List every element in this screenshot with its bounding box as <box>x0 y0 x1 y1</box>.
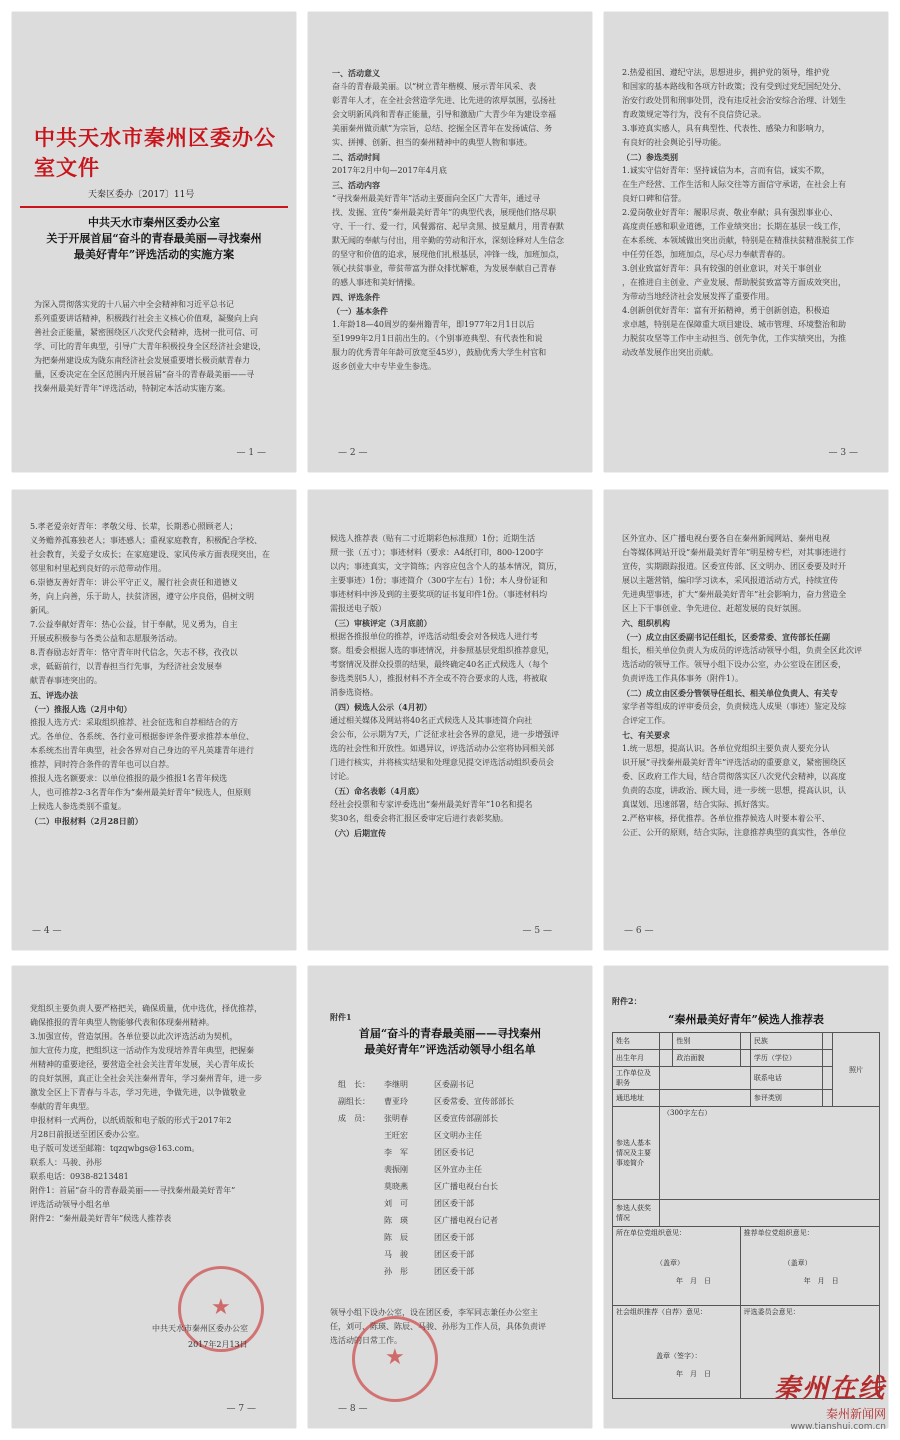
text-line: 7.公益奉献好青年：热心公益，甘于奉献，见义勇为，自主 <box>30 620 238 629</box>
text-line: 门进行核实，并将核实结果和处理意见提交评选活动组织委员会 <box>330 758 554 767</box>
opinion-label: 评选委员会意见： <box>743 1308 800 1316</box>
text-line: （四）候选人公示（4月初） <box>330 702 432 712</box>
member-row <box>338 1246 554 1263</box>
title-line: 首届“奋斗的青春最美丽——寻找秦州 <box>358 1027 542 1040</box>
page-number: — 4 — <box>32 926 62 936</box>
text-line: 推荐，同时符合条件的青年也可以自荐。 <box>30 760 174 769</box>
member-row <box>338 1076 554 1093</box>
text-line: 育政策规定等行为，没有不良信贷记录。 <box>622 110 766 119</box>
text-line: 为带动当地经济社会发展发挥了重要作用。 <box>622 292 774 301</box>
text-line: 一、活动意义 <box>332 68 380 78</box>
cell-label: 参评类别 <box>750 1090 822 1107</box>
text-line: 家学者等组成的评审委员会，负责候选人成果（事迹）鉴定及综 <box>622 702 846 711</box>
text-line: 会公布，公示期为7天，广泛征求社会各界的意见，进一步增强评 <box>330 730 560 739</box>
body <box>622 66 854 360</box>
member-row <box>338 1195 554 1212</box>
page-number: — 2 — <box>338 448 368 458</box>
text-line: 1.年龄18—40周岁的秦州籍青年，即1977年2月1日以后 <box>332 320 535 329</box>
member-row <box>338 1263 554 1280</box>
text-line: 返乡创业大中专毕业生参选。 <box>332 362 436 371</box>
text-line: 力脱贫攻坚等工作中主动担当、创先争优，工作实绩突出，为推 <box>622 334 846 343</box>
member-name: 马 骏 <box>384 1250 408 1259</box>
member-name: 王旺宏 <box>384 1131 408 1140</box>
body <box>330 532 562 840</box>
member-row <box>338 1110 554 1127</box>
cell-label: 姓名 <box>613 1033 660 1050</box>
watermark-url: www.tianshui.com.cn <box>790 1422 886 1432</box>
page-number: — 8 — <box>338 1404 368 1414</box>
text-line: 在生产经营、工作生活和人际交往等方面信守承诺，在社会上有 <box>622 180 846 189</box>
text-line: 3.事迹真实感人，具有典型性、代表性、感染力和影响力， <box>622 124 830 133</box>
text-line: （三）审核评定（3月底前） <box>330 618 432 628</box>
text-line: 义务赡养孤寡独老人；事迹感人；重视家庭教育，积极配合学校、 <box>30 536 262 545</box>
member-name: 曹亚玲 <box>384 1097 408 1106</box>
text-line: 月28日前报送至团区委办公室。 <box>30 1130 145 1139</box>
member-name: 李继明 <box>384 1080 408 1089</box>
text-line: 式。各单位、各系统、各行业可根据参评条件要求推荐本单位、 <box>30 732 254 741</box>
text-line: 中任劳任怨，加班加点，尽心尽力奉献青春的。 <box>622 250 790 259</box>
text-line: 人，也可推荐2-3名青年作为“秦州最美好青年”候选人，但原则 <box>30 788 252 797</box>
text-line: 以内；事迹真实，文字简练；内容应包含个人的基本情况，简历， <box>330 562 562 571</box>
attachment-label: 附件2： <box>612 996 642 1006</box>
text-line: 组长，相关单位负责人为成员的评选活动领导小组，负责全区此次评 <box>622 646 862 655</box>
cell-label: 工作单位及职务 <box>613 1067 660 1090</box>
page-5 <box>308 490 592 950</box>
page-number: — 5 — <box>522 926 552 936</box>
text-line: 五、评选办法 <box>30 690 78 700</box>
page-1 <box>12 12 296 472</box>
text-line: 会文明新风尚和青春正能量，引导和激励广大青少年为建设幸福 <box>332 110 556 119</box>
watermark-text: 秦州在线 <box>773 1374 886 1404</box>
body <box>34 298 266 396</box>
text-line: 找秦州最美好青年”评选活动，特制定本活动实施方案。 <box>34 384 231 393</box>
official-seal: ★ <box>178 1266 264 1352</box>
member-title: 区委副书记 <box>434 1080 474 1089</box>
text-line: （一）基本条件 <box>332 306 388 316</box>
signature-date: 2017年2月13日 <box>188 1340 248 1349</box>
text-line: 负责评选工作具体事务（附件1）。 <box>622 674 744 683</box>
text-line: 领心扶贫事业，带贫带富为群众排忧解难，为发展奉献自己青春 <box>332 264 556 273</box>
text-line: 良好口碑和信誉。 <box>622 194 686 203</box>
signature-org: 中共天水市秦州区委办公室 <box>152 1324 248 1333</box>
date-label: 年 月 日 <box>676 1370 711 1378</box>
text-line: 彰青年人才，在全社会营造学先进、比先进的浓厚氛围，弘扬社 <box>332 96 556 105</box>
photo-cell: 照片 <box>833 1033 880 1107</box>
text-line: 任，刘可、陈瑛、陈辰、马骏、孙彤为工作人员，具体负责评 <box>330 1322 546 1331</box>
text-line: 七、有关要求 <box>622 730 670 740</box>
cell-label: 政治面貌 <box>673 1050 740 1067</box>
text-line: 先进典型事迹，扩大“秦州最美好青年”社会影响力，奋力营造全 <box>622 590 847 599</box>
title-line: 最美好青年”评选活动领导小组名单 <box>364 1043 536 1056</box>
text-line: 默无闻的奉献与付出，用辛勤的劳动和汗水，深刻诠释对人生信念 <box>332 236 564 245</box>
title <box>308 1026 592 1058</box>
member-name: 孙 彤 <box>384 1267 408 1276</box>
text-line: 照一张（五寸）；事迹材料（要求：A4纸打印，800-1200字 <box>330 548 544 557</box>
text-line: 动改革发展作出突出贡献。 <box>622 348 718 357</box>
text-line: （一）成立由区委副书记任组长，区委常委、宣传部长任副 <box>622 632 830 642</box>
text-line: 六、组织机构 <box>622 618 670 628</box>
text-line: 推报人选方式：采取组织推荐、社会征选和自荐相结合的方 <box>30 718 238 727</box>
cell-value <box>660 1050 673 1067</box>
member-role: 副组长： <box>338 1097 370 1106</box>
text-line: 学、可比的青年典型，引导广大青年积极投身全区经济社会建设， <box>34 342 266 351</box>
text-line: 为把秦州建设成为陇东南经济社会发展重要增长极贡献青春力 <box>34 356 250 365</box>
page-4 <box>12 490 296 950</box>
text-line: 1.诚实守信好青年：坚持诚信为本，言而有信，诚实不欺， <box>622 166 830 175</box>
text-line: 守、干一行、爱一行，风餐露宿、起早贪黑、披星戴月，用青春默 <box>332 222 564 231</box>
text-line: 2017年2月中旬—2017年4月底 <box>332 166 447 175</box>
text-line: 1.统一思想，提高认识。各单位党组织主要负责人要充分认 <box>622 744 830 753</box>
page-9 <box>604 966 888 1428</box>
watermark-sub: 秦州新闻网 <box>825 1407 886 1421</box>
text-line: 真谋划、迅速部署，结合实际、抓好落实。 <box>622 800 774 809</box>
text-line: 候选人推荐表（贴有二寸近期彩色标准照）1份；近期生活 <box>330 534 536 543</box>
member-name: 陈 瑛 <box>384 1216 408 1225</box>
member-role: 组 长： <box>338 1080 370 1089</box>
member-title: 团区委干部 <box>434 1199 474 1208</box>
opinion-label: 推荐单位党组织意见： <box>743 1229 814 1237</box>
heading-line: 中共天水市秦州区委办公室 <box>88 216 220 229</box>
text-line: 附件1：首届“奋斗的青春最美丽——寻找秦州最美好青年” <box>30 1186 236 1195</box>
doc-number: 天秦区委办〔2017〕11号 <box>88 190 195 200</box>
text-line: （五）命名表彰（4月底） <box>330 786 424 796</box>
text-line: 实、拼搏、创新、担当的秦州精神中的典型人物和事迹。 <box>332 138 532 147</box>
text-line: （二）申报材料（2月28日前） <box>30 816 143 826</box>
red-divider <box>20 206 288 208</box>
text-line: 选活动的日常工作。 <box>330 1336 402 1345</box>
member-title: 团区委干部 <box>434 1233 474 1242</box>
cell-label: 联系电话 <box>750 1067 822 1090</box>
opinion-cell <box>613 1306 741 1399</box>
cell-label: 通迅地址 <box>613 1090 660 1107</box>
attachment-label: 附件1 <box>330 1012 352 1022</box>
text-line: 展以主题营销，编印学习读本，采风报道活动方式，持续宣传 <box>622 576 838 585</box>
text-line: 宣传，实期跟踪报道。区委宣传部、区文明办、团区委要及时开 <box>622 562 846 571</box>
text-line: 至1999年2月1日前出生的。（个别事迹典型、有代表性和说 <box>332 334 543 343</box>
text-line: 党组织主要负责人要严格把关，确保质量，优中选优，择优推荐， <box>30 1004 262 1013</box>
text-line: 量，区委决定在全区范围内开展首届“奋斗的青春最美丽——寻 <box>34 370 255 379</box>
recommend-form <box>612 1032 880 1399</box>
text-line: 二、活动时间 <box>332 152 380 162</box>
text-line: 的良好氛围，真正让全社会关注秦州青年，学习秦州青年，进一步 <box>30 1074 262 1083</box>
member-name: 刘 可 <box>384 1199 408 1208</box>
member-name: 裴振刚 <box>384 1165 408 1174</box>
member-list <box>338 1076 554 1280</box>
cell-value <box>822 1067 832 1090</box>
text-line: 系列重要讲话精神，积极践行社会主义核心价值观，凝聚向上向 <box>34 314 258 323</box>
text-line: “寻找秦州最美好青年”活动主要面向全区广大青年，通过寻 <box>332 194 541 203</box>
text-line: 加大宣传力度，把组织这一活动作为发现培养青年典型，把握秦 <box>30 1046 254 1055</box>
page-number: — 1 — <box>236 448 266 458</box>
text-line: 为深入贯彻落实党的十八届六中全会精神和习近平总书记 <box>34 300 234 309</box>
cell-value <box>660 1067 751 1090</box>
text-line: 讨论。 <box>330 772 354 781</box>
cell-value <box>660 1200 880 1227</box>
text-line: 委、区政府工作大局，结合贯彻落实区八次党代会精神，以高度 <box>622 772 846 781</box>
date-label: 年 月 日 <box>803 1277 839 1285</box>
cell-value: （300字左右） <box>660 1107 880 1200</box>
text-line: 选的社会性和开放性。如遇异议，评选活动办公室将协同相关部 <box>330 744 554 753</box>
cell-label: 出生年月 <box>613 1050 660 1067</box>
page-number: — 7 — <box>226 1404 256 1414</box>
text-line: 联系人：马骏、孙彤 <box>30 1158 102 1167</box>
member-row <box>338 1093 554 1110</box>
member-title: 区委常委、宣传部部长 <box>434 1097 514 1106</box>
member-row <box>338 1144 554 1161</box>
member-row <box>338 1161 554 1178</box>
page-2 <box>308 12 592 472</box>
text-line: （六）后期宣传 <box>330 828 386 838</box>
page-3 <box>604 12 888 472</box>
member-row <box>338 1212 554 1229</box>
text-line: 领导小组下设办公室，设在团区委，李军同志兼任办公室主 <box>330 1308 538 1317</box>
text-line: 推报人选名额要求：以单位推报的最少推报1名青年候选 <box>30 774 228 783</box>
text-line: 激发全区上下青春与斗志，学习先进，争做先进，以争做敬业 <box>30 1088 246 1097</box>
text-line: 服力的优秀青年年龄可放宽至45岁），鼓励优秀大学生村官和 <box>332 348 547 357</box>
text-line: 评选活动领导小组名单 <box>30 1200 110 1209</box>
opinion-cell <box>613 1227 741 1306</box>
text-line: 治安行政处罚和刑事处罚，没有违反社会治安综合治理、计划生 <box>622 96 846 105</box>
text-line: 消参选资格。 <box>330 688 378 697</box>
text-line: 公正、公开的原则，结合实际，注意推荐典型的真实性，各单位 <box>622 828 846 837</box>
text-line: 8.青春励志好青年：恪守青年时代信念，矢志不移，孜孜以 <box>30 648 238 657</box>
text-line: 的坚守和价值的追求，展现他们扎根基层，冲锋一线，加班加点， <box>332 250 564 259</box>
member-name: 陈 辰 <box>384 1233 408 1242</box>
page-8 <box>308 966 592 1428</box>
text-line: 邻里和村里起到良好的示范带动作用。 <box>30 564 166 573</box>
text-line: 2.爱岗敬业好青年：履职尽责、敬业奉献；具有强烈事业心、 <box>622 208 838 217</box>
watermark-logo <box>774 1368 886 1432</box>
text-line: 和国家的基本路线和各项方针政策；没有受到过党纪国纪处分、 <box>622 82 846 91</box>
text-line: 区上下干事创业、争先进位、赶超发展的良好氛围。 <box>622 604 806 613</box>
cell-label: 学历（学位） <box>750 1050 822 1067</box>
cell-label: 民族 <box>750 1033 822 1050</box>
cell-value <box>822 1090 832 1107</box>
opinion-cell <box>740 1227 879 1306</box>
text-line: 务，向上向善，乐于助人，扶贫济困，遵守公序良俗，倡树文明 <box>30 592 254 601</box>
member-title: 区外宣办主任 <box>434 1165 482 1174</box>
text-line: （二）参选类别 <box>622 152 678 162</box>
date-label: 年 月 日 <box>676 1277 711 1285</box>
text-line: 社会教育，关爱子女成长；在家庭建设、家风传承方面表现突出，在 <box>30 550 270 559</box>
text-line: 选活动的领导工作。领导小组下设办公室，办公室设在团区委， <box>622 660 846 669</box>
text-line: 申报材料一式两份，以纸质版和电子版的形式于2017年2 <box>30 1116 232 1125</box>
text-line: （一）推报人选（2月中旬） <box>30 704 132 714</box>
text-line: 四、评选条件 <box>332 292 380 302</box>
body <box>30 1002 262 1226</box>
text-line: 找、发掘、宣传“秦州最美好青年”的典型代表，展现他们恪尽职 <box>332 208 557 217</box>
seal-label: （盖章） <box>656 1259 684 1267</box>
text-line: 区外宣办、区广播电视台要各自在秦州新闻网站、秦州电视 <box>622 534 830 543</box>
text-line: 5.孝老爱亲好青年：孝敬父母、长辈，长期悉心照顾老人； <box>30 522 238 531</box>
text-line: 有良好的社会舆论引导功能。 <box>622 138 726 147</box>
body <box>332 66 564 374</box>
cell-value <box>740 1033 750 1050</box>
heading <box>12 215 296 263</box>
cell-label: 参选人获奖情况 <box>613 1200 660 1227</box>
text-line: 联系电话：0938-8213481 <box>30 1172 129 1181</box>
text-line: 求，砥砺前行，以青春担当行先事，为经济社会发展奉 <box>30 662 222 671</box>
page-number: — 3 — <box>828 448 858 458</box>
member-role: 成 员： <box>338 1114 370 1123</box>
cell-label: 参选人基本情况及主要事迹简介 <box>613 1107 660 1200</box>
text-line: 本系统杰出青年典型，社会各界对自己身边的平凡英雄青年进行 <box>30 746 254 755</box>
text-line: 事迹材料中涉及到的主要奖项的证书复印件1份。（事迹材料均 <box>330 590 548 599</box>
text-line: 主要事迹）1份；事迹简介（300字左右）1份；本人身份证和 <box>330 576 548 585</box>
text-line: 奉献的青年典型。 <box>30 1102 94 1111</box>
body <box>622 532 862 840</box>
cell-value <box>660 1033 673 1050</box>
member-name: 张明春 <box>384 1114 408 1123</box>
text-line: 需报送电子版） <box>330 604 386 613</box>
heading-line: 关于开展首届“奋斗的青春最美丽—寻找秦州 <box>46 232 262 245</box>
text-line: 3.加强宣传，营造氛围。各单位要以此次评选活动为契机， <box>30 1032 238 1041</box>
text-line: 台等媒体网站开设“秦州最美好青年”明星榜专栏，对其事迹进行 <box>622 548 847 557</box>
text-line: 3.创业致富好青年：具有较强的创业意识，对关于事创业 <box>622 264 822 273</box>
text-line: 上候选人参选类别不重复。 <box>30 802 126 811</box>
member-title: 区广播电视台台长 <box>434 1182 498 1191</box>
cell-label: 性别 <box>673 1033 740 1050</box>
text-line: 开展或积极参与各类公益和志愿服务活动。 <box>30 634 182 643</box>
text-line: 三、活动内容 <box>332 180 380 190</box>
cell-value <box>822 1033 832 1050</box>
cell-value <box>822 1050 832 1067</box>
seal-label: （盖章） <box>783 1259 812 1267</box>
text-line: 经社会投票和专家评委选出“秦州最美好青年”10名和提名 <box>330 800 533 809</box>
text-line: 美丽秦州做贡献”为宗旨，总结、挖掘全区青年在发扬诚信、务 <box>332 124 553 133</box>
text-line: 善社会正能量，紧密围绕区八次党代会精神，选树一批可信、可 <box>34 328 258 337</box>
text-line: 负责的态度，讲政治、顾大局，进一步统一思想，提高认识，认 <box>622 786 846 795</box>
text-line: 的感人事迹和美好情操。 <box>332 278 420 287</box>
heading-line: 最美好青年”评选活动的实施方案 <box>73 248 235 261</box>
member-name: 李 军 <box>384 1148 408 1157</box>
member-title: 区委宣传部副部长 <box>434 1114 498 1123</box>
text-line: 2.严格审核，择优推荐。各单位推荐候选人时要本着公平、 <box>622 814 830 823</box>
text-line: （二）成立由区委分管领导任组长、相关单位负责人、有关专 <box>622 688 838 698</box>
text-line: 新风。 <box>30 606 54 615</box>
text-line: 6.崇德友善好青年：讲公平守正义，履行社会责任和道德义 <box>30 578 238 587</box>
form-title: “秦州最美好青年”候选人推荐表 <box>668 1013 824 1026</box>
member-title: 区广播电视台记者 <box>434 1216 498 1225</box>
cell-value <box>660 1090 751 1107</box>
text-line: 高度责任感和职业道德，工作业绩突出；长期在基层一线工作， <box>622 222 846 231</box>
text-line: 电子版可发送至邮箱：tqzqwbgs@163.com。 <box>30 1144 200 1153</box>
text-line: 根据各推报单位的推荐，评选活动组委会对各候选人进行考 <box>330 632 538 641</box>
text-line: 通过相关媒体及网站将40名正式候选人及其事迹简介向社 <box>330 716 533 725</box>
member-row <box>338 1127 554 1144</box>
text-line: 奋斗的青春最美丽。以“树立青年楷模、展示青年风采、表 <box>332 82 537 91</box>
red-title: 中共天水市秦州区委办公室文件 <box>34 125 276 180</box>
text-line: 奖30名，组委会将汇报区委审定后进行表彰奖励。 <box>330 814 509 823</box>
text-line: 考察情况及群众投票的结果，最终确定40名正式候选人（每个 <box>330 660 549 669</box>
member-title: 团区委书记 <box>434 1148 474 1157</box>
member-row <box>338 1178 554 1195</box>
body <box>30 520 270 828</box>
opinion-label: 所在单位党组织意见： <box>616 1229 686 1237</box>
text-line: 附件2：“秦州最美好青年”候选人推荐表 <box>30 1214 172 1223</box>
text-line: 州精神的重要途径，要营造全社会关注青年发展，关心青年成长 <box>30 1060 254 1069</box>
page-7 <box>12 966 296 1428</box>
member-title: 团区委干部 <box>434 1267 474 1276</box>
text-line: 求卓越，特别是在保障重大项目建设、城市管理、环境整治和助 <box>622 320 846 329</box>
member-title: 团区委干部 <box>434 1250 474 1259</box>
text-line: 献青春事迹突出的。 <box>30 676 102 685</box>
member-row <box>338 1229 554 1246</box>
text-line: 在本系统、本领域做出突出贡献，特别是在精准扶贫精准脱贫工作 <box>622 236 854 245</box>
text-line: 察。组委会根据人选的事迹情况，并参照基层党组织推荐意见， <box>330 646 554 655</box>
seal-label: 盖章（签字）： <box>656 1352 702 1360</box>
text-line: 确保推报的青年典型人物能够代表和体现秦州精神。 <box>30 1018 214 1027</box>
page-number: — 6 — <box>624 926 654 936</box>
text-line: 参选类别5人），推报材料不齐全或不符合要求的人选，将被取 <box>330 674 548 683</box>
text-line: 2.热爱祖国、遵纪守法，思想进步，拥护党的领导，维护党 <box>622 68 830 77</box>
official-seal: ★ <box>352 1316 438 1402</box>
member-name: 莫晓燕 <box>384 1182 408 1191</box>
opinion-label: 社会组织推荐（自荐）意见： <box>616 1308 707 1316</box>
member-title: 区文明办主任 <box>434 1131 482 1140</box>
text-line: 识开展“寻找秦州最美好青年”评选活动的重要意义，紧密围绕区 <box>622 758 847 767</box>
cell-value <box>740 1050 750 1067</box>
text-line: 合评定工作。 <box>622 716 670 725</box>
page-6 <box>604 490 888 950</box>
text-line: ，在推进自主创业、产业发展、帮助脱贫致富等方面成效突出， <box>622 278 846 287</box>
text-line: 4.创新创优好青年：富有开拓精神，勇于创新创造，积极追 <box>622 306 830 315</box>
